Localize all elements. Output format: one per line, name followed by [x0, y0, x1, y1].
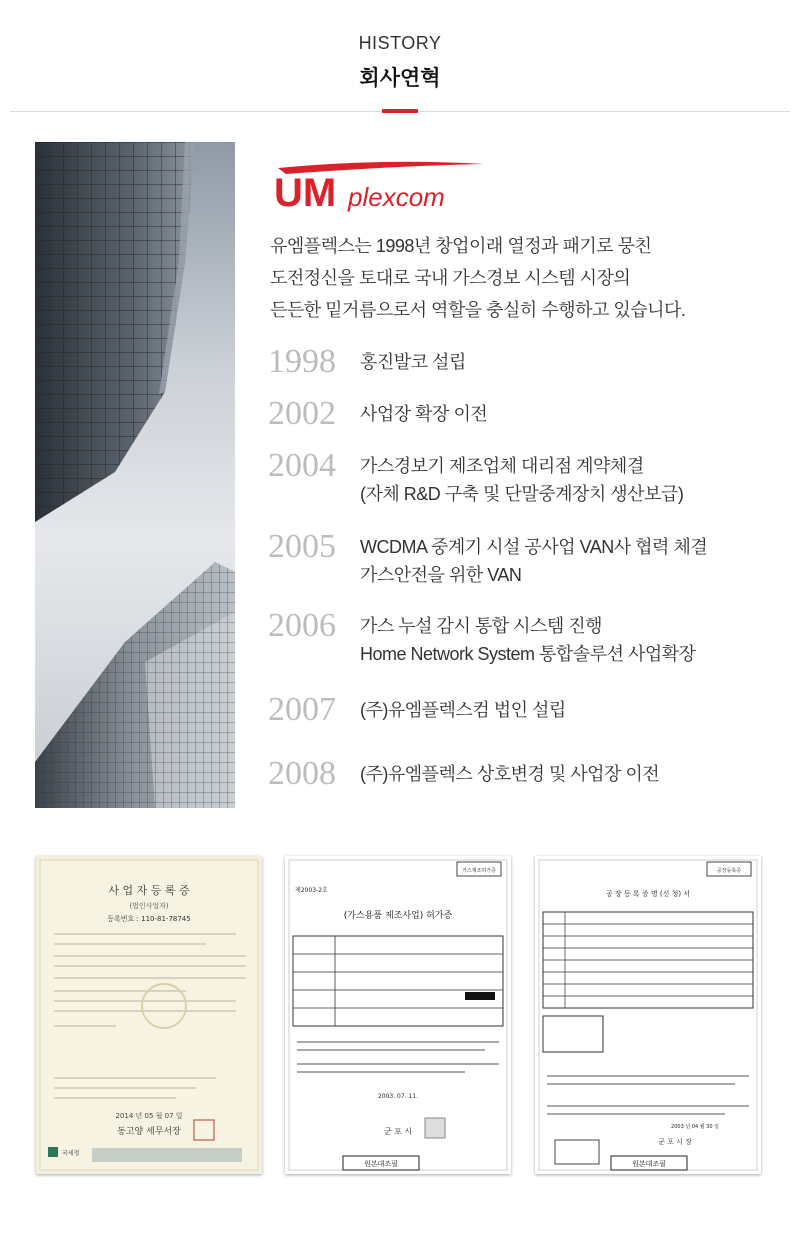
cert-issuer: 군 포 시: [383, 1127, 413, 1136]
header-accent-bar: [382, 109, 418, 113]
timeline-line: (주)유엠플렉스 상호변경 및 사업장 이전: [360, 764, 660, 784]
cert-title: 공 장 등 록 증 명 (신 청) 서: [605, 890, 691, 898]
timeline-year: 2002: [268, 395, 336, 432]
certificate-gas-permit: [285, 856, 511, 1174]
timeline-line: Home Network System 통합솔루션 사업확장: [360, 644, 696, 664]
cert-title: 사 업 자 등 록 증: [108, 884, 190, 897]
cert-footer: 국세청: [62, 1150, 80, 1157]
cert-date: 2003. 07. 11.: [377, 1093, 419, 1100]
company-logo: [272, 158, 492, 214]
cert-reg-number: 등록번호 : 110-81-78745: [107, 915, 191, 923]
cert-tag: 가스제조허가증: [462, 868, 496, 874]
timeline-description: [360, 400, 487, 428]
timeline-description: [360, 612, 696, 668]
security-strip: [92, 1148, 242, 1162]
cert-date: 2014 년 05 월 07 일: [115, 1112, 183, 1120]
building-illustration: [35, 142, 235, 808]
timeline-year: 1998: [268, 343, 336, 380]
timeline-year: 2006: [268, 607, 336, 644]
timeline-line: 홍진발코 설립: [360, 352, 466, 372]
timeline-year: 2005: [268, 528, 336, 565]
official-stamp: [425, 1118, 445, 1138]
timeline-line: 가스경보기 제조업체 대리점 계약체결: [360, 456, 644, 476]
logo-um-text: UM: [274, 171, 337, 214]
timeline-year: 2008: [268, 755, 336, 792]
timeline-line: 가스안전을 위한 VAN: [360, 565, 522, 585]
timeline-line: (자체 R&D 구축 및 단말중계장치 생산보급): [360, 484, 684, 504]
cert-verified-stamp: 원본대조필: [364, 1160, 398, 1168]
timeline-description: [360, 452, 683, 508]
certificate-factory-registration: [535, 856, 761, 1174]
section-subtitle: HISTORY: [358, 33, 442, 53]
timeline-line: WCDMA 중계기 시설 공사업 VAN사 협력 체결: [360, 537, 708, 557]
timeline-year: 2004: [268, 447, 336, 484]
nts-logo-icon: [48, 1147, 58, 1157]
section-header: [0, 0, 800, 112]
certificate-document: [285, 856, 511, 1174]
intro-line: 든든한 밑거름으로서 역할을 충실히 수행하고 있습니다.: [270, 300, 686, 320]
timeline-line: (주)유엠플렉스컴 법인 설립: [360, 700, 566, 720]
timeline-description: [360, 696, 566, 724]
cert-verified-stamp: 원본대조필: [632, 1160, 666, 1168]
cert-issuer: 군 포 시 장: [658, 1138, 692, 1146]
page-title: 회사연혁: [359, 67, 441, 90]
building-photo: [35, 142, 235, 808]
cert-doc-number: 제2003-2호: [295, 887, 328, 894]
certificate-document: [36, 856, 262, 1174]
timeline-year: 2007: [268, 691, 336, 728]
timeline-description: [360, 348, 466, 376]
timeline-description: [360, 533, 707, 589]
cert-title: (가스용품 제조사업) 허가증: [343, 911, 453, 921]
timeline-line: 사업장 확장 이전: [360, 404, 488, 424]
timeline-description: [360, 760, 659, 788]
timeline-line: 가스 누설 감시 통합 시스템 진행: [360, 616, 603, 636]
certificate-business-registration: [36, 856, 262, 1174]
cert-tag: 공장등록증: [716, 868, 742, 874]
cert-issuer: 동고양 세무서장: [117, 1127, 181, 1137]
cert-subtitle: (법인사업자): [129, 902, 169, 910]
umplexcom-logo-mark: [272, 158, 492, 214]
intro-line: 도전정신을 토대로 국내 가스경보 시스템 시장의: [270, 268, 631, 288]
logo-plexcom-text: plexcom: [348, 182, 445, 212]
company-intro: [270, 230, 770, 326]
intro-line: 유엠플렉스는 1998년 창업이래 열정과 패기로 뭉친: [270, 236, 652, 256]
cert-date: 2003 년 04 월 30 일: [671, 1124, 719, 1130]
certificate-document: [535, 856, 761, 1174]
